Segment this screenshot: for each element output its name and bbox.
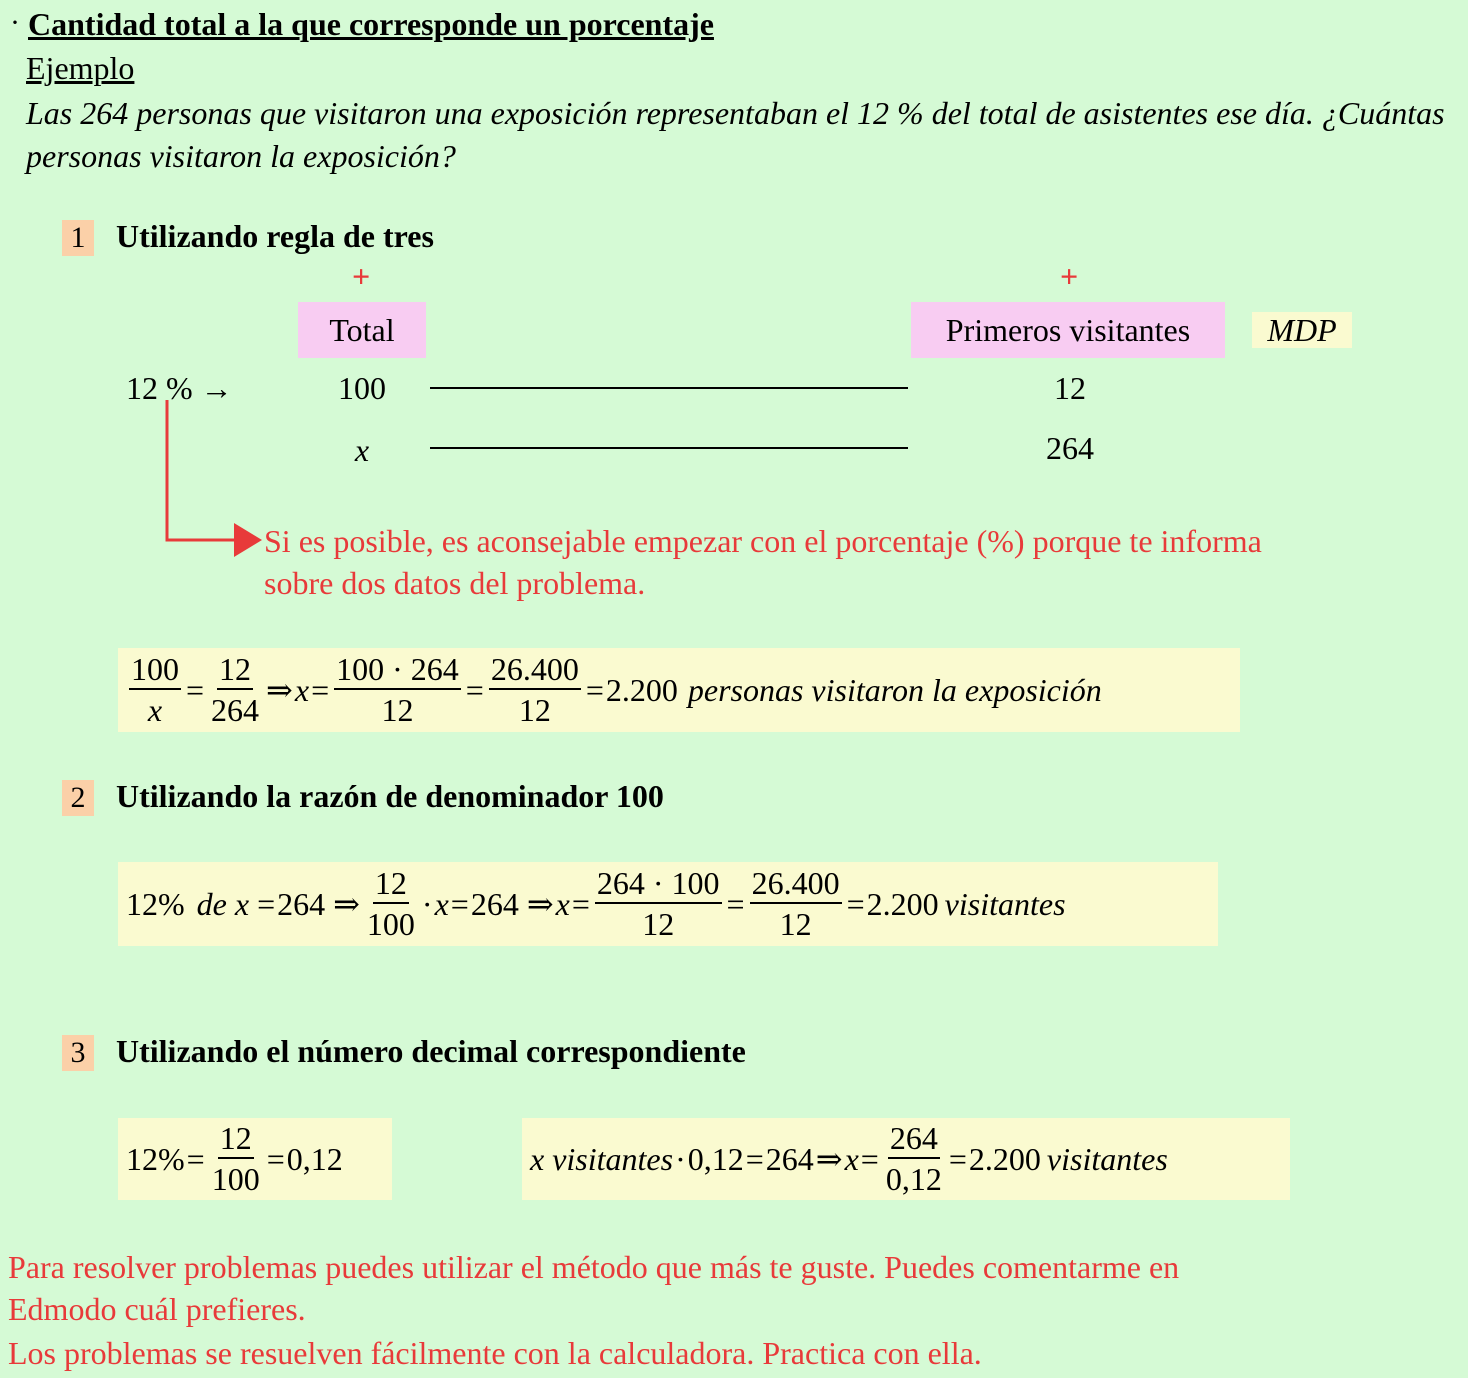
result-value: 2.200 bbox=[605, 671, 678, 708]
row1-divider bbox=[430, 387, 908, 389]
example-label: Ejemplo bbox=[26, 50, 135, 86]
mdp-label: MDP bbox=[1252, 312, 1352, 348]
plus-left-icon: + bbox=[352, 258, 371, 294]
row1-total: 100 bbox=[338, 370, 386, 406]
method-2-heading: Utilizando la razón de denominador 100 bbox=[116, 778, 664, 814]
row1-visitors: 12 bbox=[1054, 370, 1086, 406]
fraction: $\frac{100}{x}$ bbox=[131, 651, 179, 728]
result-value: 0,12 bbox=[286, 1140, 343, 1177]
method-2-formula: 12% de x = 264 ⇒ $\frac{12}{100}$ · x = 264 ⇒ x = $\frac{264 \cdot 100}{12}$ = $\frac{26.400}{12}$ = 2.200 visitantes bbox=[118, 862, 1218, 946]
arrow-icon bbox=[160, 400, 270, 560]
fraction: $\frac{26.400}{12}$ bbox=[751, 865, 840, 942]
footer-line-3: Los problemas se resuelven fácilmente con la calculadora. Practica con ella. bbox=[8, 1335, 982, 1371]
row2-divider bbox=[430, 447, 908, 449]
fraction: $\frac{12}{100}$ bbox=[211, 1120, 260, 1197]
fraction: $\frac{100 \cdot 264}{12}$ bbox=[336, 651, 459, 728]
method-3-heading: Utilizando el número decimal correspondiente bbox=[116, 1033, 746, 1069]
method-1-number: 1 bbox=[62, 220, 94, 256]
footer-line-2: Edmodo cuál prefieres. bbox=[8, 1291, 306, 1327]
method-1-formula: $\frac{100}{x}$ = $\frac{12}{264}$ ⇒ x = $\frac{100 \cdot 264}{12}$ = $\frac{26.400}{12}$ = 2.200 personas visitaron la exposición bbox=[118, 648, 1240, 732]
result-text: visitantes bbox=[944, 885, 1066, 922]
method-3-formula-b: x visitantes · 0,12 = 264 ⇒ x = $\frac{264}{0,12}$ = 2.200 visitantes bbox=[522, 1118, 1290, 1200]
problem-statement: Las 264 personas que visitaron una exposición representaban el 12 % del total de asistentes ese día. ¿Cuántas personas visitaron la exposición? bbox=[26, 95, 1445, 174]
method-2-number: 2 bbox=[62, 780, 94, 816]
row-label-percent: 12 % → bbox=[126, 370, 233, 406]
plus-right-icon: + bbox=[1060, 258, 1079, 294]
result-text: personas visitaron la exposición bbox=[687, 671, 1102, 708]
fraction: $\frac{26.400}{12}$ bbox=[490, 651, 579, 728]
footer-line-1: Para resolver problemas puedes utilizar el método que más te guste. Puedes comentarme en bbox=[8, 1249, 1180, 1285]
row2-total: x bbox=[354, 432, 370, 468]
fraction: $\frac{264}{0,12}$ bbox=[885, 1120, 942, 1197]
result-value: 2.200 bbox=[866, 885, 939, 922]
row2-visitors: 264 bbox=[1046, 430, 1094, 466]
method-3-number: 3 bbox=[62, 1035, 94, 1071]
result-value: 2.200 bbox=[968, 1140, 1041, 1177]
fraction: $\frac{264 \cdot 100}{12}$ bbox=[596, 865, 720, 942]
method-1-heading: Utilizando regla de tres bbox=[116, 218, 434, 254]
result-text: visitantes bbox=[1046, 1140, 1168, 1177]
note-line-2: sobre dos datos del problema. bbox=[264, 565, 646, 601]
fraction: $\frac{12}{100}$ bbox=[366, 865, 415, 942]
note-line-1: Si es posible, es aconsejable empezar con el porcentaje (%) porque te informa bbox=[264, 523, 1262, 559]
column-header-visitors: Primeros visitantes bbox=[911, 302, 1225, 358]
bullet: · bbox=[10, 6, 20, 39]
column-header-total: Total bbox=[298, 302, 426, 358]
page-title: Cantidad total a la que corresponde un porcentaje bbox=[28, 6, 714, 42]
fraction: $\frac{12}{264}$ bbox=[211, 651, 260, 728]
method-3-formula-a: 12% = $\frac{12}{100}$ = 0,12 bbox=[118, 1118, 392, 1200]
